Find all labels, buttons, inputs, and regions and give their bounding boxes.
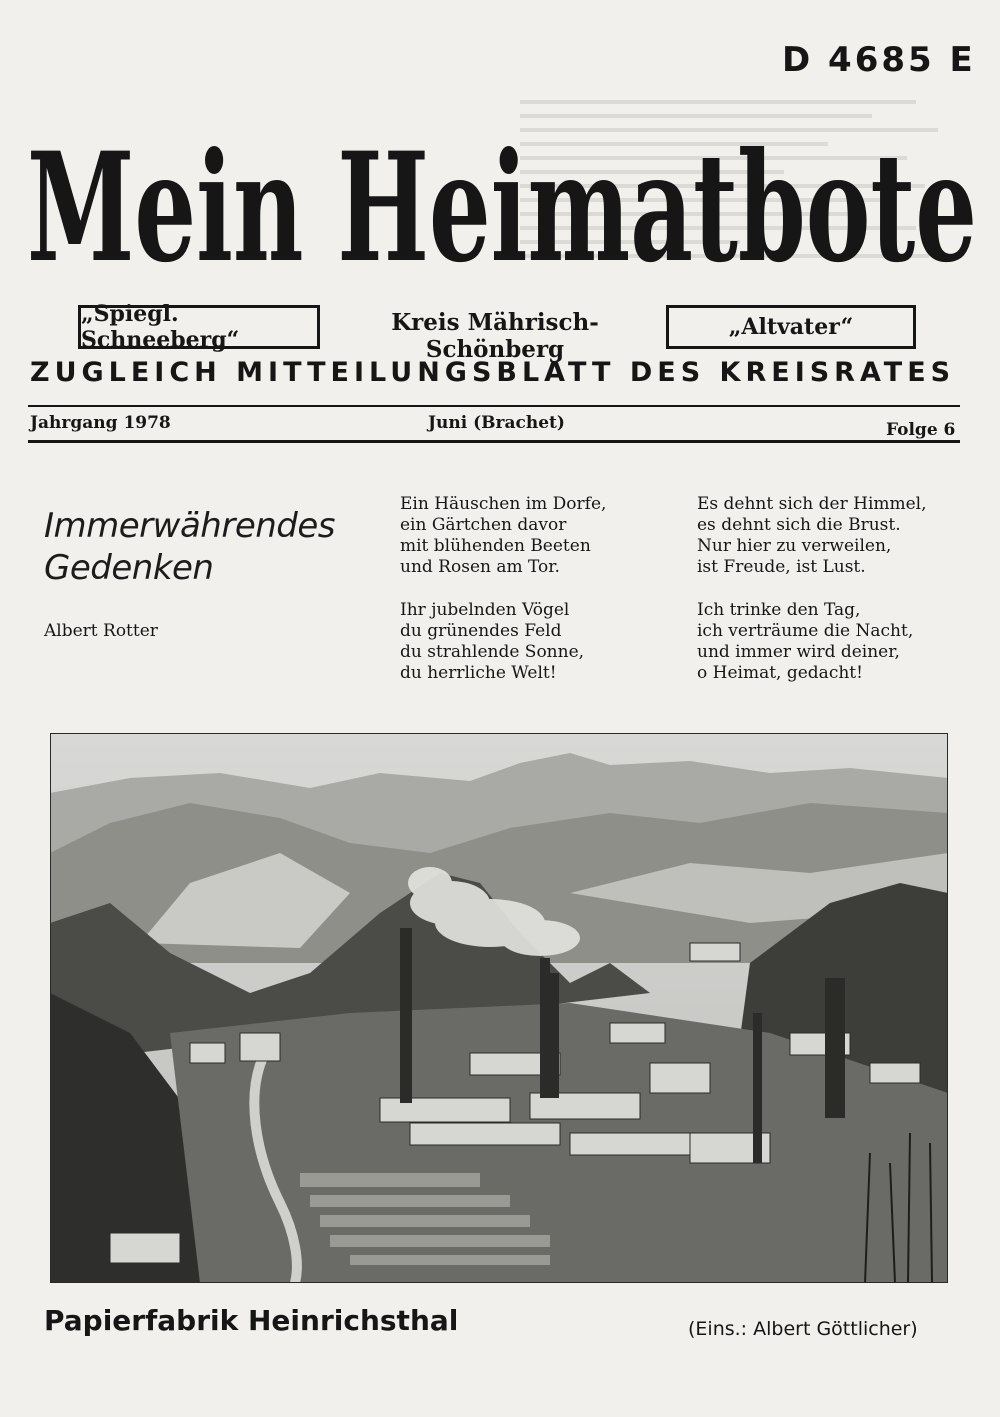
poem-line: Ich trinke den Tag, [697, 600, 861, 620]
poem-line: ein Gärtchen davor [400, 515, 567, 535]
article-title-line: Immerwährendes [44, 506, 336, 546]
issue-month: Juni (Brachet) [428, 413, 565, 433]
poem-line: mit blühenden Beeten [400, 536, 591, 556]
article-title-line: Gedenken [44, 548, 214, 588]
article-title [44, 505, 335, 589]
photo-credit: (Eins.: Albert Göttlicher) [688, 1318, 918, 1340]
district-name: Kreis Mährisch-Schönberg [391, 309, 599, 363]
poem-line: Es dehnt sich der Himmel, [697, 494, 927, 514]
region-box-schneeberg: „Spiegl. Schneeberg“ [78, 305, 320, 349]
divider-bottom [28, 440, 960, 443]
poem-line: und Rosen am Tor. [400, 557, 560, 577]
poem-line: und immer wird deiner, [697, 642, 900, 662]
article-author: Albert Rotter [44, 621, 158, 641]
photo-caption: Papierfabrik Heinrichsthal [44, 1304, 459, 1337]
issue-year: Jahrgang 1978 [30, 413, 171, 433]
masthead-logo [20, 70, 985, 315]
poem-stanza [697, 600, 913, 684]
masthead-title: Mein Heimatbote [27, 120, 978, 296]
poem-line: Ein Häuschen im Dorfe, [400, 494, 607, 514]
poem-line: o Heimat, gedacht! [697, 663, 863, 683]
subtitle: ZUGLEICH MITTEILUNGSBLATT DES KREISRATES [30, 357, 956, 388]
poem-line: du strahlende Sonne, [400, 642, 585, 662]
divider-top [28, 405, 960, 407]
publication-code: D 4685 E [782, 40, 976, 80]
poem-stanza [400, 600, 584, 684]
poem-line: es dehnt sich die Brust. [697, 515, 901, 535]
issue-number: Folge 6 [886, 420, 956, 440]
poem-line: du herrliche Welt! [400, 663, 557, 683]
poem-line: Nur hier zu verweilen, [697, 536, 892, 556]
poem-line: ich verträume die Nacht, [697, 621, 914, 641]
poem-line: du grünendes Feld [400, 621, 562, 641]
factory-photo [50, 733, 948, 1283]
poem-line: ist Freude, ist Lust. [697, 557, 866, 577]
poem-stanza [697, 494, 927, 578]
poem-stanza [400, 494, 606, 578]
region-box-altvater: „Altvater“ [666, 305, 916, 349]
poem-line: Ihr jubelnden Vögel [400, 600, 570, 620]
